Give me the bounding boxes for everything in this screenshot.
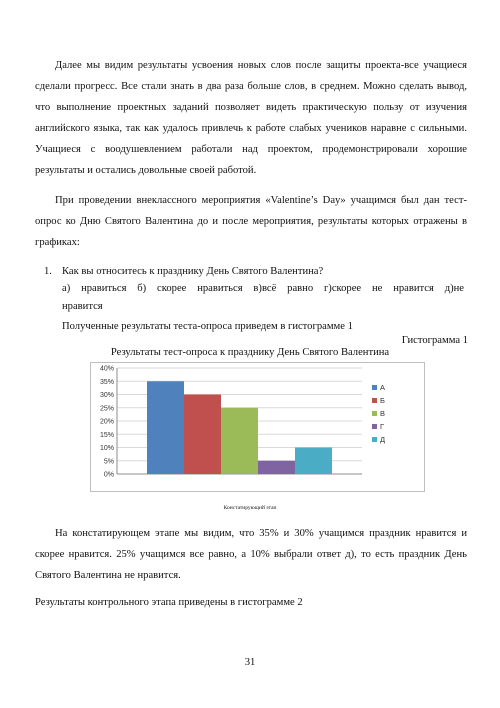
bar-2 (184, 395, 221, 475)
y-tick-label: 40% (99, 365, 114, 373)
legend-label: А (380, 383, 386, 392)
bar-3 (221, 408, 258, 474)
histogram-intro: Полученные результаты теста-опроса приведем в гистограмме 1 (62, 321, 353, 332)
question-text: Как вы относитесь к празднику День Святого Валентина? (62, 266, 324, 277)
paragraph-control-stage: Результаты контрольного этапа приведены в гистограмме 2 (35, 597, 303, 608)
paragraph-event: При проведении внеклассного мероприятия «Valentine’s Day» учащимся был дан тест-опрос ко Дню Святого Валентина до и после мероприятия, результаты которых отражены в графиках: (35, 195, 467, 248)
legend-label: Д (380, 435, 386, 444)
legend-swatch (372, 437, 377, 442)
y-tick-label: 30% (99, 392, 114, 399)
paragraph-results: Далее мы видим результаты усвоения новых слов после защиты проекта-все учащиеся сделали прогресс. Все стали знать в два раза больше слов, в среднем. Можно сделать вывод, что выполнение проектных заданий позволяет видеть практическую пользу от изучения английского языка, так как удалось привлечь к работе слабых учеников наравне с сильными. Учащиеся с воодушевлением работали над проектом, продемонстрировали хорошие результаты и остались довольные своей работой. (35, 60, 467, 176)
legend-label: В (380, 409, 386, 418)
chart-title: Результаты тест-опроса к празднику День Святого Валентина (110, 347, 390, 358)
question-number: 1. (44, 266, 52, 277)
y-tick-label: 20% (99, 418, 114, 426)
legend-swatch (372, 424, 377, 429)
paragraph-analysis: На констатирующем этапе мы видим, что 35% и 30% учащимся праздник нравится и скорее нравится. 25% учащимся все равно, а 10% выбрали ответ д), то есть праздник День Святого Валентина не нравится. (35, 528, 467, 581)
y-tick-label: 15% (99, 431, 114, 439)
chart-caption: Констатирующий этап (223, 505, 277, 511)
y-tick-label: 35% (99, 378, 114, 386)
y-tick-label: 0% (103, 471, 114, 479)
page-number: 31 (244, 657, 256, 668)
legend-swatch (372, 385, 377, 390)
y-tick-label: 10% (99, 445, 114, 452)
bar-1 (147, 381, 184, 474)
y-tick-label: 5% (103, 458, 114, 466)
answer-options-continued: нравится (62, 301, 103, 312)
histogram-label: Гистограмма 1 (401, 335, 468, 346)
legend-label: Б (380, 396, 385, 405)
legend-swatch (372, 398, 377, 403)
legend-swatch (372, 411, 377, 416)
bar-4 (258, 461, 295, 474)
y-tick-label: 25% (99, 405, 114, 413)
bar-chart (90, 362, 425, 492)
answer-options: а) нравиться б) скорее нравиться в)всё равно г)скорее не нравится д)не (62, 283, 464, 294)
legend-label: Г (380, 422, 385, 431)
bar-5 (295, 448, 332, 475)
